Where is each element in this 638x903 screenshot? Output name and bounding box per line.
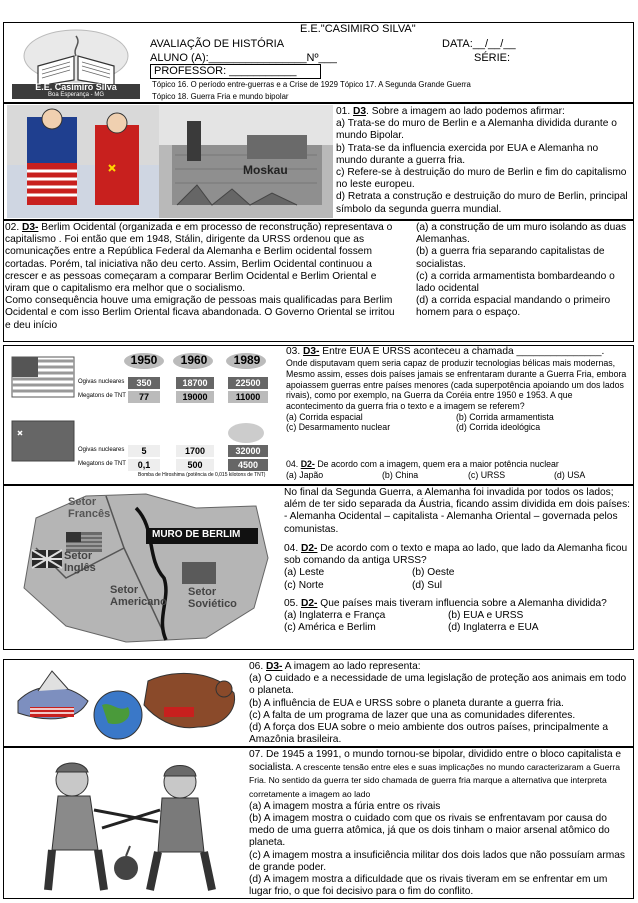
q4a-option-d: (d) USA xyxy=(554,469,586,480)
q7-option-a: (a) A imagem mostra a fúria entre os rivais xyxy=(249,800,441,812)
logo-name: E.E. Casimiro Silva xyxy=(35,82,117,92)
q7-option-d: (d) A imagem mostra a dificuldade que os rivais tiveram em se enfrentar em um lugar frio, o que foi decisivo para o fim do conflito. xyxy=(249,874,608,898)
q4b-option-b: (b) Oeste xyxy=(412,567,455,579)
q3-option-a: (a) Corrida espacial xyxy=(286,411,363,422)
q2-option-d: (d) a corrida espacial mandando o primeiro homem para o espaço. xyxy=(416,295,611,319)
q4a-number: 04. xyxy=(286,459,299,469)
year-1960: 1960 xyxy=(180,353,208,367)
logo-place: Boa Esperança - MG xyxy=(47,92,105,98)
q1-number: 01. xyxy=(336,106,351,117)
year-1989: 1989 xyxy=(233,353,261,367)
berlin-wall-photos xyxy=(7,105,333,218)
q6-code: D3- xyxy=(266,661,283,672)
q3-text xyxy=(286,346,630,433)
q7-text xyxy=(249,749,631,898)
sector-ingles xyxy=(64,550,96,574)
soldiers-cartoon xyxy=(8,750,244,896)
usa-warheads-1989: 22500 xyxy=(235,378,261,388)
arms-footnote: Bomba de Hiroshima (potência de 0,015 kilotons de TNT) xyxy=(138,472,266,478)
photo-graffiti: Moskau xyxy=(243,163,288,177)
usa-megatons-label: Megatons de TNT xyxy=(78,393,126,399)
q4b-stem: De acordo com o texto e mapa ao lado, que lado da Alemanha ficou sob comando da antiga URSS? xyxy=(284,543,628,567)
berlin-wall-label: MURO DE BERLIM xyxy=(152,529,241,540)
series-field: SÉRIE: xyxy=(474,52,511,64)
usa-megatons-1989: 11000 xyxy=(235,392,261,402)
q2-code: D3- xyxy=(22,222,39,233)
urss-megatons-1950: 0,1 xyxy=(137,460,151,470)
q5-stem: Que países mais tiveram influencia sobre a Alemanha dividida? xyxy=(317,598,607,609)
q2-option-c: (c) a corrida armamentista bombardeando o lado ocidental xyxy=(416,270,615,295)
q5-number: 05. xyxy=(284,598,299,609)
q3-option-b: (b) Corrida armamentista xyxy=(456,411,554,422)
school-title: E.E."CASIMIRO SILVA" xyxy=(300,23,416,35)
sector-americano-line1: Setor xyxy=(110,584,139,596)
q2-body: Berlim Ocidental (organizada e em processo de reconstrução) representava o capitalismo . Foi então que em 1948, Stálin, dirigente da URSS ordenou que as comunicações entre a República Federal da Alemanha e Berlim ocidental fossem cortadas. Porém, tal iniciativa não deu certo. Assim, Berlim Ocidental continuou a crescer e as pessoas começaram a comparar Berlim Ocidental e Berlim Oriental e viram que o capitalismo era melhor que o socialismo. Como consequência houve uma emigração de pessoas mais qualificadas para Berlim Ocidental e com isso Berlim Oriental ficava abandonada. O Governo Oriental se irritou e deu início xyxy=(5,222,395,331)
q3-stem: Entre EUA E URSS aconteceu a chamada _______________. xyxy=(319,346,605,357)
q3-code: D3- xyxy=(303,346,320,357)
urss-megatons-label: Megatons de TNT xyxy=(78,461,126,467)
sector-frances-line2: Francês xyxy=(68,508,111,520)
q6-stem: A imagem ao lado representa: xyxy=(282,661,421,672)
assessment-title: AVALIAÇÃO DE HISTÓRIA xyxy=(150,38,285,50)
sector-frances xyxy=(68,496,110,520)
usa-warheads-1950: 350 xyxy=(136,378,152,388)
q3-option-c: (c) Desarmamento nuclear xyxy=(286,422,391,433)
q5-code: D2- xyxy=(301,598,318,609)
q3-number: 03. xyxy=(286,346,301,357)
urss-warheads-1960: 1700 xyxy=(184,446,206,456)
q4b-option-c: (c) Norte xyxy=(284,579,324,591)
q1-option-c: c) Refere-se à destruição do muro de Berlin e fim do capitalismo no leste europeu. xyxy=(336,167,627,191)
sector-americano-line2: Americano xyxy=(110,596,167,608)
q1-code: D3 xyxy=(353,106,367,117)
q4b-number: 04. xyxy=(284,543,299,554)
eagle-bear-cartoon xyxy=(8,661,244,745)
q7-context: A crescente tensão entre eles e suas implicações no mundo caracterizaram a Guerra Fria. No sentido da guerra ter sido chamada de guerra fria marque a alternativa que interpreta corretamente a imagem ao lado xyxy=(249,762,620,799)
usa-megatons-1950: 77 xyxy=(138,392,149,402)
q4b-option-d: (d) Sul xyxy=(412,579,443,591)
q5-option-c: (c) América e Berlim xyxy=(284,622,376,634)
q1-option-a: a) Trata-se do muro de Berlin e a Alemanha dividida durante o mundo Bipolar. xyxy=(336,118,617,142)
q1-option-b: b) Trata-se da influencia exercida por EUA e Alemanha no mundo durante a guerra fria. xyxy=(336,142,599,166)
urss-warheads-label: Ogivas nucleares xyxy=(78,447,125,453)
q6-number: 06. xyxy=(249,661,264,672)
q4a-text xyxy=(286,459,630,480)
topics-line-1: Tópico 16. O período entre-guerras e a Crise de 1929 Tópico 17. A Segunda Grande Guerra xyxy=(152,80,471,89)
q3-option-d: (d) Corrida ideológica xyxy=(456,422,541,433)
q4b-code: D2- xyxy=(301,543,318,554)
q6-option-c: (c) A falta de um programa de lazer que una as comunidades diferentes. xyxy=(249,709,576,721)
q4a-option-a: (a) Japão xyxy=(286,469,324,480)
q4a-option-b: (b) China xyxy=(382,469,419,480)
sector-sovietico-line2: Soviético xyxy=(188,598,237,610)
q5-option-a: (a) Inglaterra e França xyxy=(284,610,386,622)
berlin-sectors-map xyxy=(6,488,278,647)
topics-line-2: Tópico 18. Guerra Fria e mundo bipolar xyxy=(152,92,289,101)
school-logo xyxy=(10,26,142,100)
urss-megatons-1960: 500 xyxy=(187,460,203,470)
urss-warheads-1950: 5 xyxy=(141,446,147,456)
q1-text xyxy=(336,106,628,216)
urss-megatons-1989: 4500 xyxy=(237,460,259,470)
q2-number: 02. xyxy=(5,222,20,233)
q4a-code: D2- xyxy=(300,459,315,469)
year-1950: 1950 xyxy=(130,353,158,367)
q2-options xyxy=(416,222,630,320)
q6-text xyxy=(249,661,631,746)
usa-megatons-1960: 19000 xyxy=(182,392,208,402)
q4a-option-c: (c) URSS xyxy=(468,469,506,480)
q5-text xyxy=(284,598,630,635)
q7-option-b: (b) A imagem mostra o cuidado com que os rivais se enfrentavam por causa do medo de uma guerra atômica, já que os dois tinham o maior arsenal atômico do planeta. xyxy=(249,813,610,849)
sector-frances-line1: Setor xyxy=(68,496,97,508)
date-field: DATA:__/__/__ xyxy=(442,38,516,50)
teacher-field: PROFESSOR: ___________ xyxy=(150,64,321,79)
sector-sovietico-line1: Setor xyxy=(188,586,217,598)
q6-option-a: (a) O cuidado e a necessidade de uma legislação de proteção aos animais em todo o planeta. xyxy=(249,673,627,697)
q2-option-a: (a) a construção de um muro isolando as duas Alemanhas. xyxy=(416,222,627,246)
usa-warheads-label: Ogivas nucleares xyxy=(78,379,125,385)
q7-stem: De 1945 a 1991, o mundo tornou-se bipolar, dividido entre o bloco capitalista e socialista. xyxy=(249,749,622,774)
urss-warheads-1989: 32000 xyxy=(235,446,261,456)
q7-number: 07. xyxy=(249,749,264,760)
sector-americano xyxy=(110,584,167,608)
q4a-stem: De acordo com a imagem, quem era a maior potência nuclear xyxy=(314,459,559,469)
q5-option-d: (d) Inglaterra e EUA xyxy=(448,622,539,634)
q5-option-b: (b) EUA e URSS xyxy=(448,610,524,622)
q6-option-d: (d) A força dos EUA sobre o meio ambiente dos outros países, principalmente a Amazônia brasileira. xyxy=(249,722,609,746)
q3-body: Onde disputavam quem seria capaz de produzir tecnologias bélicas mais modernas, Mesmo assim, esses dois países jamais se enfrentaram durante a Guerra Fria, embora apoiassem guerras entre países menores (cada superpotência apoiando um dos lados rivais), como por exemplo, na Guerra da Coréia entre 1950 e 1953. A que acontecimento da guerra fria o texto e a imagem se referem? xyxy=(286,358,627,412)
q4b-text xyxy=(284,543,630,592)
q1-stem: . Sobre a imagem ao lado podemos afirmar: xyxy=(366,106,565,117)
q4b-option-a: (a) Leste xyxy=(284,567,325,579)
q1-option-d: d) Retrata a construção e destruição do muro de Berlin, principal símbolo da segunda guerra mundial. xyxy=(336,191,628,215)
sector-ingles-line2: Inglês xyxy=(64,562,96,574)
sector-ingles-line1: Setor xyxy=(64,550,93,562)
usa-warheads-1960: 18700 xyxy=(182,378,208,388)
q2-text xyxy=(5,222,400,332)
q2-option-b: (b) a guerra fria separando capitalistas de socialistas. xyxy=(416,246,605,270)
map-intro-text: No final da Segunda Guerra, a Alemanha foi invadida por todos os lados; além de ter sido separada da Áustria, ficando assim dividida em dois países: - Alemanha Ocidental – capitalista - Alemanha Oriental – governada pelos comunistas. xyxy=(284,487,630,535)
q7-option-c: (c) A imagem mostra a insuficiência militar dos dois lados que não possuíam armas de grande poder. xyxy=(249,849,625,873)
arms-race-chart xyxy=(6,347,280,480)
q6-option-b: (b) A influência de EUA e URSS sobre o planeta durante a guerra fria. xyxy=(249,697,564,709)
student-field: ALUNO (A):________________Nº___ xyxy=(150,52,337,64)
sector-sovietico xyxy=(188,586,237,610)
